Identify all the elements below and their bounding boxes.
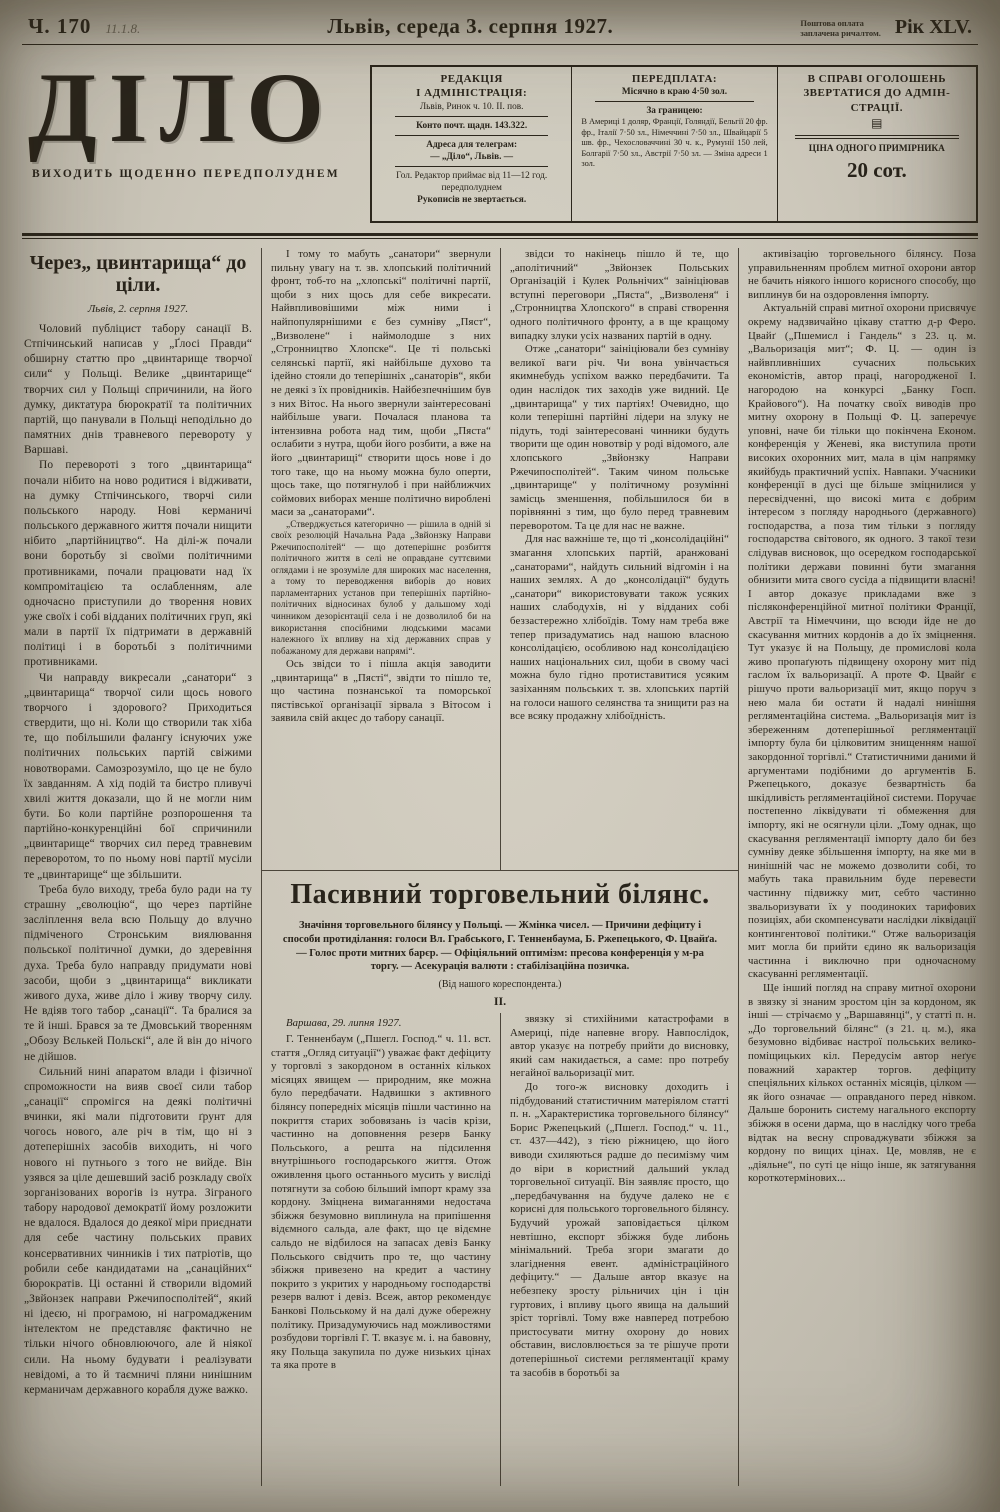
telegram-label: Адреса для телеграм:	[426, 139, 518, 150]
divider	[595, 101, 753, 102]
editor-hours: Гол. Редактор приймає від 11—12 год. передполуднем	[396, 170, 548, 193]
divider	[395, 166, 548, 167]
paragraph: Чи направду викресали „санатори“ з „цвинтарища“ творчої сили щось нового творчого і здорового? Приходиться ствердити, що ні. Коли що створили так хіба те, що побільшили фалангу існуючих уже політичних польських партій свіжими новотворами. Самозрозуміло, що це не було їх завданням. А хід подій та бистро пливучі хвилі життя доказали, що й не могли ним бути. Бо коли партійне розпорошення та партійно-конкуренційні бої спричинили „цвинтарище“ творчих сил перед травневим переворотом, то по ньому нові партії мусіли те „цвинтарище“ ще збільшити.	[24, 671, 252, 881]
postage-note	[800, 18, 881, 39]
paragraph: звідси то накінець пішло й те, що „аполітичний“ „Звйонзек Польських Організацій і Кулек Рольнічих“ заініціював вступні переговори „Пяста“, „Визволеня“ і „Стронництва Хлопского“ в справі створення одного політичного фронту, а в ще кращому випадку злуки усіх названих партій в одну.	[510, 248, 729, 342]
paragraph: Отже „санатори“ заініціювали без сумніву великої ваги річ. Чи вона увінчається якимнебудь успіхом важко передбачити. Та один наслідок тих заходів уже видний. Це „цвинтарища“ у тих партіях! Очевидно, що коли теперішні партійні лідери на злуку не підуть, тоді заінтересовані чинники будуть творити ще один новотвір у роді відомого, але хлопського „Звйонзку Направи Ржечипосполітей“. Таким чином польське „цвинтарище“ у політичному розумінні замісць зменшення, побільшилося би в порівнянні з тим, що було перед травневим переворотом. Та це для нас не важне.	[510, 343, 729, 532]
article2-left-text	[271, 1033, 491, 1373]
editorial-konto: Конто почт. щадн. 143.322.	[416, 120, 528, 131]
article1-resolution-quote: „Стверджується категорично — рішила в одній зі своїх резолюцій Начальна Рада „Звйонзку Направи Ржечипосполітей“ — що дотеперішнє розбиття політичного життя в селі не оправдане суттєвими оглядами і не зрозуміле для широких мас населення, а тому то переводження виборів до нових парламентарних установ при теперішніх партійно-політичних відносинах булоб у дальшому ході чинником дезорієнтації села і не дозволилоб би на використання спосібними людськими масами належного їх впливу на хід державних справ у побажаному для держави напрямі“.	[271, 519, 491, 657]
article1-dateline: Львів, 2. серпня 1927.	[87, 303, 189, 315]
article2-part-number: II.	[493, 994, 507, 1009]
masthead-rule	[22, 233, 978, 239]
paragraph: Ще інший погляд на справу митної охорони в звязку зі знаним зростом цін за кордоном, як інші — стрічаємо у „Варшавянці“, у статті п. н. „До торговельний білянс“ (з 21. ц. м.), яка безумовно відбиває настрої польських велико-поміщицьких кіл. Передусім автор неґує поважний характер торгов. дефіциту спеціяльних кількох останніх місяців, цілком — як його означає — оправданого перед нівком. Дальше боронить систему нагального експорту збіжжя в осени дарма, що в наслідку чого треба відтак на весну спроваджувати збіжжя за кордону по вищих цінах. Це, мовляв, не є „діяльне“, по суті це ніщо інше, як затягування короткотермінових...	[748, 982, 976, 1185]
abroad-heading: За границею:	[646, 106, 703, 117]
ads-line3: СТРАЦІЇ.	[850, 101, 904, 114]
masthead-info-boxes	[370, 65, 978, 223]
paragraph: Чоловий публіцист табору санації В. Стпічинський написав у „Ґлосі Правди“ обширну статтю про „цвинтарище творчої сили“ у Польщі. Велике „цвинтарище“ творчих сил у Польщі спричинили, на його думку, диктатура бюрократії та політичних партій, що панували в Польщі неподільно до памятних днів травневого перевороту у Варшаві.	[24, 323, 252, 457]
paper-tagline: ВИХОДИТЬ ЩОДЕННО ПЕРЕДПОЛУДНЕМ	[32, 168, 340, 180]
top-bar	[22, 12, 978, 44]
manuscripts-note: Рукописів не звертається.	[417, 195, 527, 206]
article2-byline: (Від нашого кореспондента.)	[438, 979, 562, 991]
handwritten-note: 11.1.8.	[105, 21, 141, 36]
paragraph: До того-ж висновку доходить і підбудований статистичним матеріялом статті п. н. „Характеристика торговельного білянсу“ Борис Ржепецький („Пшегл. Господ.“ ч. 11., ст. 437—442), з тією ріжницею, що його виводи схиляються радше до песимізму чим до віри в користний дальший уклад торговельної ситуації. Він заявляє просто, що „передбачування на будуче далеко не є корисні для польського торговельного білянсу. Будучий урожай заповідається цілком невтішно, експорт збіжжя буде либонь мінімальний. Треба згори змагати до злагіднення евент. адміністраційного дефіциту.“ — Дальше автор вказує на небезпеку зросту рільничих цін і цін гуртових, і впливу цього явища на дальший зріст торгівлі. Тому вже навперед потребою пристосувати митну охорону до нових обставин, висловлюється за те рішуче проти дотеперішньої системи регляментації краму та засобів в боротьбі за	[510, 1081, 729, 1379]
issue-number: Ч. 170	[28, 14, 92, 38]
editorial-heading1: РЕДАКЦІЯ	[440, 73, 503, 85]
subscription-box	[571, 67, 776, 221]
divider	[395, 135, 548, 136]
copy-price: 20 сот.	[846, 158, 907, 183]
article1-continuation	[262, 248, 738, 870]
postage-line1: Поштова оплата	[800, 17, 864, 28]
paragraph: Ось звідси то і пішла акція заводити „цвинтарища“ в „Пясті“, звідти то пішло те, що частина познанської та поморської пястівської організації зірвала з Вітосом і заявила свій акцес до табору санації.	[271, 658, 491, 725]
paragraph: звязку зі стихійними катастрофами в Америці, піде напевне вгору. Навпослідок, автор указує на потребу прийти до висновку, який сам накидається, а саме: про потребу негайної вальоризації мит.	[510, 1013, 729, 1080]
ads-box	[777, 67, 976, 221]
masthead	[22, 45, 978, 233]
ads-line1: В СПРАВІ ОГОЛОШЕНЬ	[807, 73, 947, 85]
ornament-icon: ▤	[871, 115, 883, 130]
topbar-right	[800, 16, 972, 39]
paragraph: Сильний нині апаратом влади і фізичної спроможности на вияв своєї сили табор „санації“ спромігся на деякі політичні вчинки, які мали підготовити ґрунт для чогось нового, але річ в тім, що ні з дотеперішніх засобів виходить, ні чого нового ні путнього з того не вийде. Він узявся за ціле дешевший засіб розкладу своїх зорганізованих ворогів із нутра. Зіграного табору народової демократії йому розложити не вдалося. Вдалося до деякої міри приєднати для себе частину польських правих консервативних чинників і тих патріотів, що робили себе кандидатами на „санаційних“ бюрократів. Ці останні й створили відомий „Звйонзек направи Ржечипосполітей“, який ні ідеєю, ні програмою, ні нагромадженим інтелектом не представляє фактично не тільки нічого обновлюючого, але й ніякої сили. На ньому будувати і реалізувати невідомі, а то й таємничі пляни нинішним керманичам державного корабля дуже важко.	[24, 1065, 252, 1396]
abroad-rates: В Америці 1 доляр, Франції, Голяндії, Бельгії 20 фр. фр., Італії 7·50 зл., Німеччині 7·50 зл., Швайцарії 5 шв. фр., Чехословаччині 30 ч. к., Румунії 150 лей, Болгарії 7·50 зл., Австрії 7·50 зл. — Зміна адреси 1 зол.	[581, 117, 768, 169]
postage-line2: заплачена ричалтом.	[800, 28, 881, 39]
column-4	[739, 248, 978, 1486]
article1-col3-text	[510, 248, 729, 724]
body-columns	[22, 248, 978, 1486]
columns-2-3	[261, 248, 739, 1486]
article1-col2-lead	[271, 248, 491, 520]
article1-col2-rest	[271, 658, 491, 726]
paragraph: Для нас важніше те, що ті „консолідаційні“ змагання хлопських партій, аранжовані „санаторами“, найдуть сильний відгомін і на наших землях. А до „консолідації“ будуть „санатори“ використовувати також усяких наших слабодухів, ні у відданих собі беззастережно хлібоїдів. Тому нам треба вже тепер призадуматись над нашою власною консолідацією, особливою над консолідацією наших національних сил, щоби в свому часі можна було гідно протиставитися усяким зазіханням польських т. зв. хлопських партій на голоси нашого селянства та знищити раз на все всяку продажну хлібоїдність.	[510, 533, 729, 723]
paragraph: І тому то мабуть „санатори“ звернули пильну увагу на т. зв. хлопський політичний фронт, тоб-то на „хлопські“ політичні партії, щоби з них щось для себе викресати. Найвпливовішими між ними і найпопулярнішими є без сумніву „Пяст“, „Визволене“ і наймолодше з них „Стронництво Хлопске“. Це ті польські селянські партії, які найбільше духово та ідейно стояли до теперішніх „санаторів“, якби не деякі з їх провідників. Найбезпечнішим був з них Вітос. На нього звернули заінтересовані найбільше уваги. Почалася планова та інтензивна робота над тим, щоби „Пяста“ ослабити з нутра, щоби його розбити, а вже на його „цвинтарищі“ створити щось нове і до того таке, що на ньому можна було оперти, щось таке, що потягнулоб і при найближчих соймових виборах менше політично вироблені маси за „санаторами“.	[271, 248, 491, 519]
masthead-left	[22, 51, 370, 223]
paragraph: Треба було виходу, треба було ради на ту страшну „єволюцію“, що через партійне засліплення вела всю Польщу до влучно підміченого Стронським виялювання польської політичної думки, до здеревіння духа. Треба було направду придумати нові засоби, щоби з „цвинтарища“ викликати живого духа, живе діло і живу творчу силу. Не вдіяв того табор „санації“. Та бралися за те й інші. Брався за те Дмовський творенням „Обозу Вєлькей Польскі“, але й він до нічого не дійшов.	[24, 883, 252, 1063]
subscription-monthly: Місячно в краю 4·50 зол.	[621, 87, 728, 98]
article2-title: Пасивний торговельний білянс.	[290, 879, 710, 910]
article1-col1-text	[24, 322, 252, 1398]
divider	[795, 135, 959, 139]
editorial-heading2: І АДМІНІСТРАЦІЯ:	[416, 87, 528, 100]
subscription-heading: ПЕРЕДПЛАТА:	[631, 73, 718, 85]
column-1	[22, 248, 261, 1486]
ads-line2: ЗВЕРТАТИСЯ ДО АДМІН-	[803, 87, 951, 100]
edition-date: Львів, середа 3. серпня 1927.	[327, 14, 614, 38]
article2-body	[262, 1013, 738, 1486]
issue-block	[28, 14, 140, 39]
article2-deck: Значіння торговельного білянсу у Польщі. — Жмінка чисел. — Причини дефіциту і способи протиділання: голоси Вл. Грабського, Г. Тенненбаума, Б. Ржепецького, Ф. Цвайґа. — Голос проти митних барєр. — Офіціяльний оптимізм: пресова конференція у м-ра торгу. — Асекурація валюти : стабілізаційна позичка.	[282, 920, 718, 973]
article2-right-column	[500, 1013, 738, 1486]
article2-left-column	[262, 1013, 500, 1486]
paper-title: ДІЛО	[28, 52, 337, 163]
article2-right-text	[510, 1013, 729, 1380]
paragraph: По перевороті з того „цвинтарища“ почали нібито на ново родитися і відживати, на думку Стпічинського, творчі сили польського народу. Нові керманичі польського державного життя почали нищити нібито „партійництво“. На ділі-ж почали вони боротьбу зі своїми політичними противниками, почали працювати над їх компромітацією та ослабленням, але одночасно приступили до творення нових уже своїх і собі відданих політичних груп, які мали в партії їх підтримати в державній політиці і в боротьбі з політичними противниками.	[24, 459, 252, 669]
column-3	[500, 248, 738, 870]
paragraph: активізацію торговельного білянсу. Поза управильненням проблєм митної охорони автор не бачить ніякого іншого корисного способу, що виплинув би на оздоровлення імпорту.	[748, 248, 976, 301]
volume-year: Рік XLV.	[894, 16, 972, 38]
editorial-address: Львів, Ринок ч. 10. II. пов.	[419, 101, 524, 112]
editorial-box	[372, 67, 571, 221]
telegram-address: — „Діло“, Львів. —	[430, 151, 514, 162]
article2-dateline: Варшава, 29. липня 1927.	[286, 1017, 402, 1030]
paragraph: Г. Тенненбаум („Пшегл. Господ.“ ч. 11. вст. стаття „Огляд ситуації“) уважає факт дефіциту у торговлі з закордоном в останніх кількох місяцях явищем — природним, яке можна було передбачати. Надвишки з активного білянсу попередніх місяців пішли частинно на покриття старих зобовязань із часів крізи, частинно на доповнення резерв Банку Польського, а решта на підсилення внутрішнього господарського життя. Отож оживлення цього останнього мусить у висліді потягнути за собою більший імпорт краму зза кордону. Зміцнена вимаганнями недостача збіжжя безумовно виплинула на припішення відємного сальда, але факт, що це відємне сальдо не відбилося на запасах девіз Банку Польського свідчить про те, що частину збіжжя привезено на кредит а частину покрито з укритих у народньому господарстві резерв валют і девіз. Всеж, автор рекомендує Банкові Польському й на далі дуже обережну політику. Призадумуючись над можливостями розбудови торгівлі Г. Т. вказує м. і. на бавовну, яку Польща закупила по дуже низьких цінах та яка проте в	[271, 1033, 491, 1372]
article1-title: Через„ цвинтарища“ до ціли.	[29, 252, 247, 296]
article2-col4-text	[748, 248, 976, 1186]
divider	[395, 116, 548, 117]
paragraph: Актуальній справі митної охорони присвячує окрему надзвичайно цікаву статтю д-р Феро. Цвайґ („Пшемисл і Гандель“ з 23. ц. м. „Вальоризація мит“; Ф. Ц. — один із найвпливніших сучасних польських економістів, автор праці, нагородженої І. нагородою на конкурсі „Банку Госп. Крайового“). На початку своїх виводів про митну охорону в Польщі Ф. Ц. заперечує уповні, наче би тільки що покінчена Економ. конференція у Женеві, яка виступила проти високих охоронних мит, мала в цім напрямку якийбудь практичний успіх. Навпаки. Учасники конференції в дусі ще більше зміцнилися у пересвідченні, що високі мита є добрим інтересом з погляду народнього (державного) господарства, а поза тим тільки з погляду господарства світового, як одного. З такої тези слідував висновок, що осередком господарської політики держави повинні бути змагання обнизити мита свого сусіда а підвищити власні! І автор доказує прикладами вже з післяконференційної митної політики Франції, Австрії та Німеччини, що всюди йде не до скасування митних кордонів а до їх зміцнення. Тут указує й на Польщу, де промислові кола живо пропаґують підвищену охорону мит під гаслом їх вальоризації. А проте Ф. Цвайґ є рішучо проти вальоризації мит, якщо поруч з нею мала би остати й надалі нинішня регляментаційна система. „Вальоризація мит із збереженням дотеперішньої регляментації імпорту була би цілковитим знищенням нашої закордонної торгівлі.“ Статистичними даними й аргументами подібними до аргументів Б. Ржепецького, доказує безвартність ба шкідливість регляментаційної системи. Поручає постепенно ліквідувати ті обмеження для імпорту, які не осягнули ціли. „Тому однак, що скасування регляментації імпорту дало би без сумніву деяке збільшення імпорту, на яке ми в нинішній час не можемо дозволити собі, то мабуть така правильним буде перевести частинну підвижку мит, себто частинно звальоризувати їх у поодиноких тарифових позиціях, аби скомпенсувати наслідки ліквідації контингентової політики.“ Отже вальоризація мит могла би прийти єдино як вальоризація частинна і виключно при одночасному скасуванні регляментації.	[748, 302, 976, 981]
column-2	[262, 248, 500, 870]
price-label: ЦІНА ОДНОГО ПРИМІРНИКА	[808, 143, 945, 154]
article2-header	[262, 870, 738, 1013]
